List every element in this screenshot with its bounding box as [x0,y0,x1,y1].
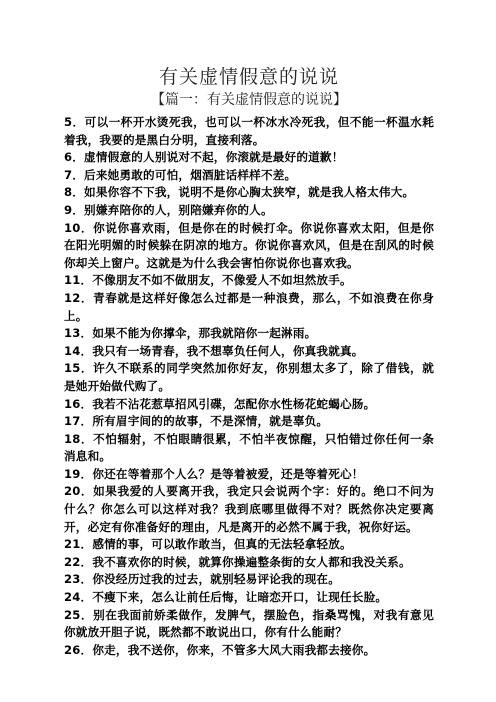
list-item: 25．别在我面前娇柔做作，发脾气，摆脸色，指桑骂愧，对我有意见你就放开胆子说，既然都不敢说出口，你有什么能耐？ [64,607,434,640]
list-item: 8．如果你容不下我，说明不是你心胸太狭窄，就是我人格太伟大。 [64,185,415,200]
list-item: 9．别嫌弃陪你的人，别陪嫌弃你的人。 [64,202,273,217]
list-item: 18．不怕辐射，不怕眼睛很累，不怕半夜惊醒，只怕错过你任何一条消息和。 [64,431,434,464]
list-item: 24．不瘦下来，怎么让前任后悔，让暗恋开口，让现任长脸。 [64,590,388,605]
list-item: 15．许久不联系的同学突然加你好友，你别想太多了，除了借钱，就是她开始做代购了。 [64,361,434,393]
list-item: 23．你没经历过我的过去，就别轻易评论我的现在。 [64,572,340,587]
entry-list [64,114,434,659]
list-item: 21．感情的事，可以敢作敢当，但真的无法轻拿轻放。 [64,537,352,552]
list-item: 10．你说你喜欢雨，但是你在的时候打伞。你说你喜欢太阳，但是你在阳光明媚的时候躲在阴凉的地方。你说你喜欢风，但是在刮风的时候你却关上窗户。这就是为什么我会害怕你说你也喜欢我。 [64,220,434,270]
list-item: 26．你走，我不送你，你来，不管多大风大雨我都去接你。 [64,642,376,657]
list-item: 17．所有眉宇间的的故事，不是深情，就是辜负。 [64,414,329,429]
list-item: 19．你还在等着那个人么？是等着被爱，还是等着死心！ [64,466,364,481]
list-item: 11．不像朋友不如不做朋友，不像爱人不如坦然放手。 [64,273,352,288]
list-item: 6．虚情假意的人别说对不起，你滚就是最好的道歉！ [64,150,344,165]
list-item: 16．我若不沾花惹草招风引碟，怎配你水性杨花蛇蝎心肠。 [64,396,376,411]
list-item: 14．我只有一场青春，我不想辜负任何人，你真我就真。 [64,343,364,358]
section-heading: 【篇一：有关虚情假意的说说】 [151,92,347,108]
list-item: 12．青春就是这样好像怎么过都是一种浪费，那么，不如浪费在你身上。 [64,290,434,323]
document-title: 有关虚情假意的说说 [158,66,339,88]
list-item: 5．可以一杯开水烫死我，也可以一杯冰水冷死我，但不能一杯温水耗着我，我要的是黑白分明，直接利落。 [64,115,434,147]
list-item: 22．我不喜欢你的时候，就算你操遍整条街的女人都和我没关系。 [64,554,411,569]
list-item: 13．如果不能为你撑伞，那我就陪你一起淋雨。 [64,326,317,341]
list-item: 20．如果我爱的人要离开我，我定只会说两个字：好的。绝口不问为什么？你怎么可以这样对我？我到底哪里做得不对？既然你决定要离开，必定有你准备好的理由，凡是离开的必然不属于我，祝你好运。 [64,484,434,534]
list-item: 7．后来她勇敢的可怕，烟酒脏话样样不差。 [64,167,297,182]
